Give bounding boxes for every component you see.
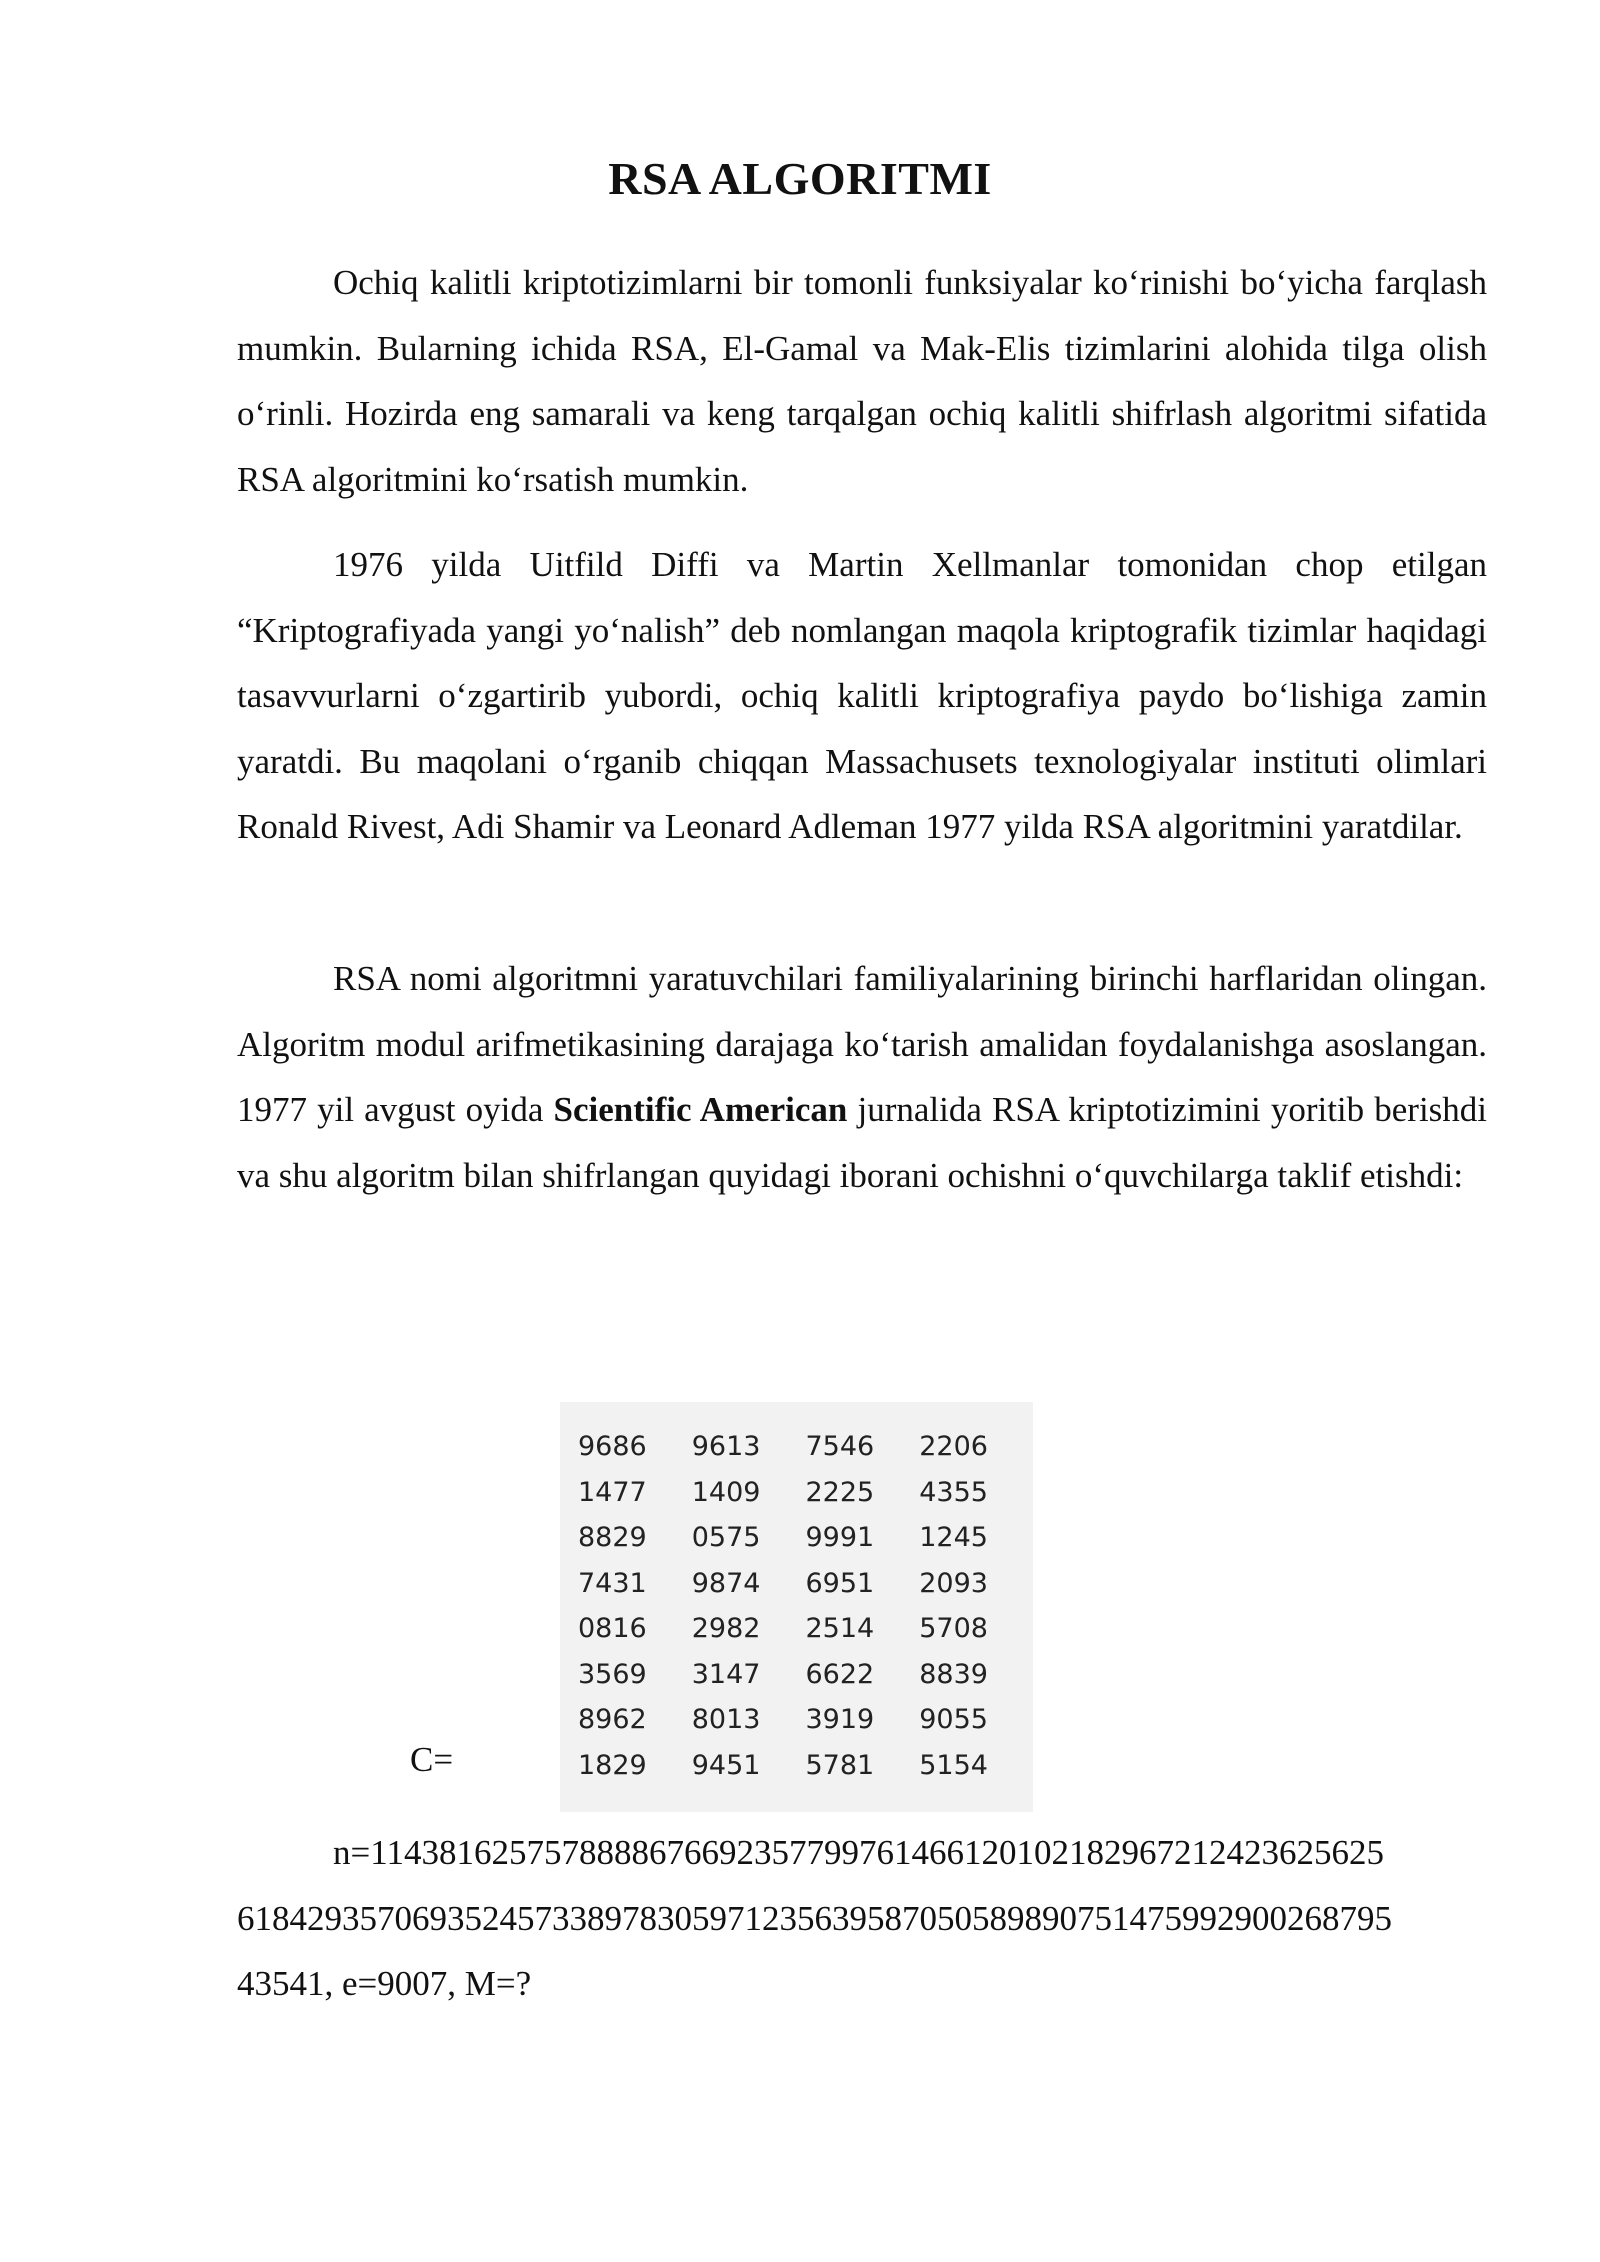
cipher-cell: 8839	[919, 1658, 988, 1690]
rsa-parameters	[237, 1820, 1487, 2017]
cipher-cell: 5781	[805, 1749, 875, 1781]
cipher-cell: 2093	[919, 1567, 988, 1599]
cipher-row	[578, 1424, 1033, 1470]
cipher-cell: 7431	[578, 1567, 647, 1599]
cipher-row	[578, 1743, 1033, 1789]
cipher-cell: 3569	[578, 1658, 647, 1690]
journal-name: Scientific American	[553, 1090, 848, 1129]
cipher-row	[578, 1470, 1033, 1516]
cipher-row	[578, 1515, 1033, 1561]
cipher-cell: 8829	[578, 1522, 647, 1554]
paragraph-naming-text-start: RSA nomi algoritmni yaratuvchilari familiyalarining birinchi harflaridan olingan. Algoritm modul arifmetikasining darajaga ko‘tarish amalidan foydalanishga asoslangan. 1977 yil avgust oyida	[237, 959, 1487, 1129]
cipher-cell: 3919	[805, 1704, 875, 1736]
ciphertext-image	[560, 1402, 1033, 1812]
cipher-cell: 4355	[919, 1476, 988, 1508]
cipher-cell: 9055	[919, 1704, 988, 1736]
cipher-cell: 2206	[919, 1431, 988, 1463]
cipher-cell: 1829	[578, 1749, 647, 1781]
cipher-cell: 9451	[691, 1749, 761, 1781]
paragraph-intro: Ochiq kalitli kriptotizimlarni bir tomonli funksiyalar ko‘rinishi bo‘yicha farqlash mumkin. Bularning ichida RSA, El-Gamal va Mak-Elis tizimlarini alohida tilga olish o‘rinli. Hozirda eng samarali va keng tarqalgan ochiq kalitli shifrlash algoritmi sifatida RSA algoritmini ko‘rsatish mumkin.	[237, 263, 1487, 499]
paragraph-naming-text-end: jurnalida RSA kriptotizimini yoritib berishdi va shu algoritm bilan shifrlangan quyidagi iborani ochishni o‘quvchilarga taklif etishdi:	[237, 1090, 1488, 1195]
cipher-cell: 8013	[691, 1704, 761, 1736]
cipher-cell: 1409	[691, 1476, 761, 1508]
cipher-cell: 9613	[691, 1431, 761, 1463]
cipher-cell: 0816	[578, 1613, 647, 1645]
cipher-cell: 9991	[805, 1522, 875, 1554]
exponent-line: 43541, e=9007, M=?	[237, 1964, 532, 2003]
cipher-cell: 3147	[691, 1658, 761, 1690]
cipher-row	[578, 1697, 1033, 1743]
cipher-label: C=	[410, 1740, 454, 1779]
cipher-cell: 9874	[691, 1567, 761, 1599]
cipher-row	[578, 1606, 1033, 1652]
cipher-cell: 2225	[805, 1476, 875, 1508]
cipher-row	[578, 1652, 1033, 1698]
paragraph-history: 1976 yilda Uitfild Diffi va Martin Xellmanlar tomonidan chop etilgan “Kriptografiyada yangi yo‘nalish” deb nomlangan maqola kriptografik tizimlar haqidagi tasavvurlarni o‘zgartirib yubordi, ochiq kalitli kriptografiya paydo bo‘lishiga zamin yaratdi. Bu maqolani o‘rganib chiqqan Massachusets texnologiyalar instituti olimlari Ronald Rivest, Adi Shamir va Leonard Adleman 1977 yilda RSA algoritmini yaratdilar.	[237, 545, 1487, 846]
paragraph-naming	[237, 946, 1487, 1208]
cipher-cell: 2514	[805, 1613, 875, 1645]
cipher-cell: 6951	[805, 1567, 875, 1599]
cipher-cell: 8962	[578, 1704, 647, 1736]
cipher-cell: 5154	[919, 1749, 988, 1781]
cipher-cell: 1477	[578, 1476, 647, 1508]
cipher-cell: 1245	[919, 1522, 988, 1554]
cipher-row	[578, 1561, 1033, 1607]
cipher-cell: 7546	[805, 1431, 875, 1463]
cipher-cell: 0575	[691, 1522, 761, 1554]
ciphertext-table	[578, 1424, 1033, 1788]
cipher-cell: 2982	[691, 1613, 761, 1645]
cipher-cell: 5708	[919, 1613, 988, 1645]
modulus-line-2: 618429357069352457338978305971235639587050589890751475992900268795	[237, 1898, 1392, 1938]
page-title: RSA ALGORITMI	[608, 153, 992, 204]
modulus-line-1: n=1143816257578888676692357799761466120102182967212423625625	[333, 1833, 1384, 1872]
cipher-cell: 6622	[805, 1658, 875, 1690]
cipher-cell: 9686	[578, 1431, 647, 1463]
